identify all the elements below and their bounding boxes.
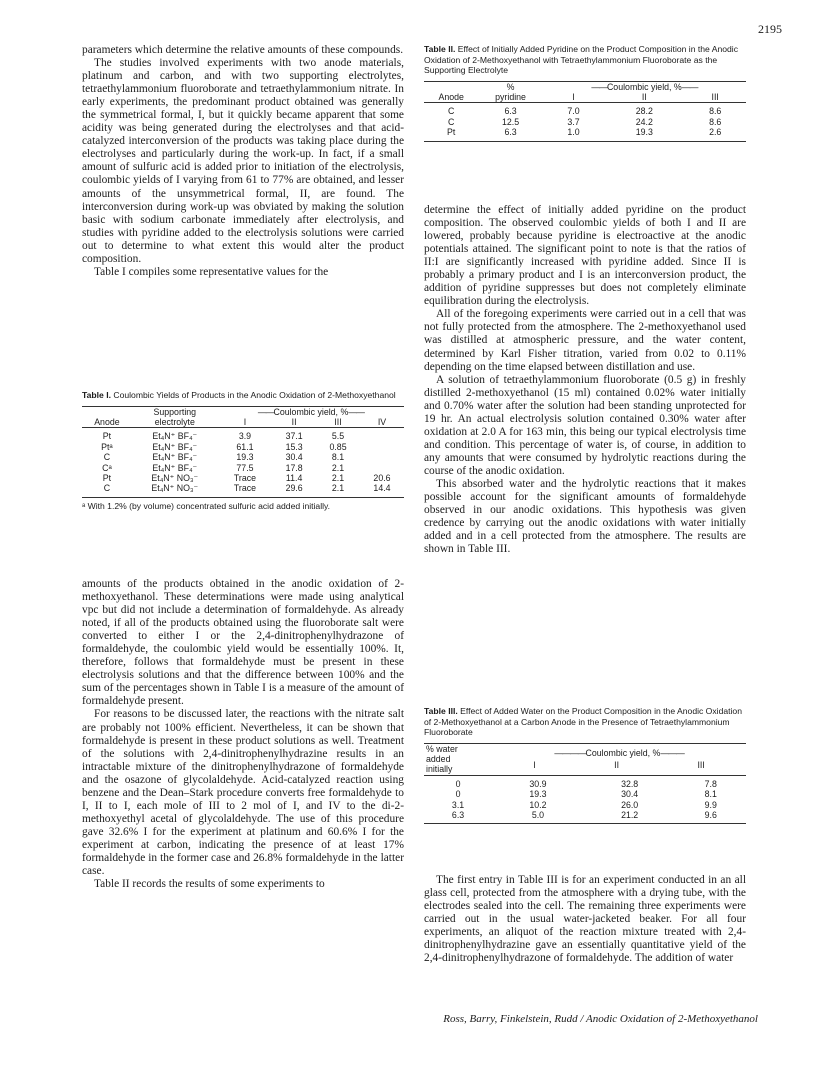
table-1-cell: Trace bbox=[233, 483, 257, 494]
table-3-cell: 0 bbox=[455, 778, 461, 789]
paragraph: For reasons to be discussed later, the reactions with the nitrate salt are probably not 100% efficient. Nevertheless, it can be shown that formaldehyde is present in these product solutions as well. Treatment of the solutions with 2,4-dinitrophenylhydrazine results in an intractable mixture of the dinitrophenylhydrazone of formaldehyde and the osazone of glycolaldehyde. Acid-catalyzed reaction using benzene and the Dean–Stark procedure converts free formaldehyde to I, II to I, each mole of III to 2 mol of I, and IV to the di-2-methoxyethyl acetal of glycolaldehyde. The use of this procedure gave 32.6% I for the experiment at platinum and 60.6% I for the experiment at carbon, indicating the presence of at least 17% formaldehyde in the former case and 26.8% formaldehyde in the latter case. bbox=[82, 708, 404, 878]
table-2-cell: 8.6 bbox=[709, 106, 722, 117]
table-3-cell: 19.3 bbox=[529, 789, 547, 800]
table-2-head-pyridine: pyridine bbox=[495, 91, 526, 102]
table-2-title: Effect of Initially Added Pyridine on the Product Composition in the Anodic Oxidation of 2-Methoxyethanol with Tetraethylammonium Fluoroborate as the Supporting Electrolyte bbox=[424, 44, 739, 75]
left-column-top bbox=[82, 44, 404, 279]
table-1-row bbox=[82, 442, 404, 452]
table-1-cell: Et₄N⁺ BF₄⁻ bbox=[152, 462, 198, 473]
table-3-title: Effect of Added Water on the Product Composition in the Anodic Oxidation of 2-Methoxyethanol at a Carbon Anode in the Presence of Tetraethylammonium Fluoroborate bbox=[424, 706, 742, 737]
table-2-cell: 28.2 bbox=[635, 106, 653, 117]
table-1-row bbox=[82, 463, 404, 473]
table-1-cell: Et₄N⁺ BF₄⁻ bbox=[152, 441, 198, 452]
table-2 bbox=[424, 81, 746, 142]
table-2-block bbox=[424, 44, 746, 142]
table-1-cell: C bbox=[103, 452, 111, 463]
table-3 bbox=[424, 743, 746, 825]
table-2-cell: 1.0 bbox=[567, 127, 580, 138]
table-3-cell: 9.9 bbox=[704, 799, 717, 810]
table-1-block bbox=[82, 390, 404, 511]
table-1-caption bbox=[82, 390, 404, 401]
table-1-head-col: III bbox=[334, 416, 342, 427]
table-2-cell: Pt bbox=[447, 127, 456, 138]
table-1-cell: 2.1 bbox=[331, 483, 345, 494]
paragraph: Table II records the results of some experiments to bbox=[94, 878, 325, 891]
table-1-cell bbox=[360, 428, 404, 442]
right-column-middle bbox=[424, 204, 746, 556]
table-1-head-supporting: Supporting bbox=[153, 406, 197, 417]
table-3-cell: 5.0 bbox=[531, 809, 545, 820]
running-footer: Ross, Barry, Finkelstein, Rudd / Anodic Oxidation of 2-Methoxyethanol bbox=[443, 1013, 758, 1025]
table-2-cell: 7.0 bbox=[567, 106, 580, 117]
table-3-cell: 6.3 bbox=[451, 809, 465, 820]
table-2-cell: 19.3 bbox=[635, 127, 653, 138]
table-1-cell: 30.4 bbox=[285, 452, 303, 463]
table-1-cell: Pt bbox=[102, 431, 112, 442]
table-3-cell: 8.1 bbox=[704, 789, 717, 800]
paragraph: Table I compiles some representative values for the bbox=[94, 265, 329, 278]
table-2-head-pct: % bbox=[506, 81, 515, 92]
table-2-head-anode: Anode bbox=[438, 91, 464, 102]
table-2-cell: 6.3 bbox=[504, 127, 517, 138]
table-2-cell: C bbox=[448, 106, 455, 117]
table-1-cell: Trace bbox=[233, 472, 257, 483]
table-3-head-col: II bbox=[614, 760, 620, 771]
table-1-cell: 5.5 bbox=[331, 431, 345, 442]
paragraph: determine the effect of initially added pyridine on the product composition. The observed coulombic yields of both I and II are lowered, probably because pyridine is electroactive at the anodic potentials attained. The significant point to note is that the ratios of II:I are significantly increased with pyridine added. Since II is probably a primary product and I is an interconversion product, the addition of pyridine suppresses but does not completely eliminate equilibration during the electrolysis. bbox=[424, 204, 746, 308]
table-1-cell: 20.6 bbox=[373, 472, 391, 483]
table-3-row bbox=[424, 800, 746, 810]
left-column-bottom bbox=[82, 578, 404, 891]
table-1-cell: Et₄N⁺ NO₃⁻ bbox=[151, 472, 199, 483]
table-1-cell: Et₄N⁺ NO₃⁻ bbox=[151, 483, 199, 494]
table-2-cell: 6.3 bbox=[504, 106, 517, 117]
right-column-bottom bbox=[424, 874, 746, 965]
table-1-title: Coulombic Yields of Products in the Anodic Oxidation of 2-Methoxyethanol bbox=[113, 390, 396, 400]
table-1-cell: 19.3 bbox=[236, 452, 254, 463]
table-1-cell: 3.9 bbox=[238, 431, 252, 442]
table-3-cell: 9.6 bbox=[704, 809, 717, 820]
paragraph: amounts of the products obtained in the anodic oxidation of 2-methoxyethanol. These determinations were made using analytical vpc but did not include a determination of formaldehyde. As already noted, if all of the products obtained using the fluoroborate salt were converted to either I or the 2,4-dinitrophenylhydrazone of formaldehyde, the coulombic yield would be essentially 100%. It, therefore, follows that formaldehyde must be present in these electrolysis solutions and that the difference between 100% and the sum of the percentages shown in Table I is a measure of the amount of formaldehyde present. bbox=[82, 578, 404, 708]
paragraph: The first entry in Table III is for an experiment conducted in an all glass cell, protected from the atmosphere with a drying tube, with the electrodes sealed into the cell. The remaining three experiments were carried out in the usual water-jacketed beaker. For all four experiments, an aliquot of the reaction mixture treated with 2,4-dinitrophenylhydrazine gave an essentially quantitative yield of the 2,4-dinitrophenylhydrazone of formaldehyde. The addition of water bbox=[424, 874, 746, 965]
table-3-head-water: % water added initially bbox=[426, 743, 458, 775]
paragraph: This absorbed water and the hydrolytic reactions that it makes possible account for the significant amounts of formaldehyde observed in our anodic oxidations. This hypothesis was given credence by carrying out the anodic oxidations with water initially added and in a cell protected from the atmosphere. The results are shown in Table III. bbox=[424, 477, 746, 556]
table-3-cell: 32.8 bbox=[621, 778, 639, 789]
table-3-block bbox=[424, 706, 746, 824]
table-1-label: Table I. bbox=[82, 390, 111, 400]
table-3-row bbox=[424, 810, 746, 824]
table-1-cell: 0.85 bbox=[329, 441, 347, 452]
table-3-cell: 21.2 bbox=[621, 809, 639, 820]
table-2-head-col: III bbox=[711, 91, 719, 102]
table-1-cell: 17.8 bbox=[285, 462, 303, 473]
table-1-cell: 37.1 bbox=[285, 431, 303, 442]
table-1-head-span: ——Coulombic yield, %—— bbox=[257, 406, 364, 417]
table-3-cell: 26.0 bbox=[621, 799, 639, 810]
table-2-cell: C bbox=[448, 116, 455, 127]
table-1-head-col: II bbox=[291, 416, 297, 427]
table-1-head-col: IV bbox=[377, 416, 387, 427]
paragraph: A solution of tetraethylammonium fluoroborate (0.5 g) in freshly distilled 2-methoxyethanol (15 ml) contained 0.02% water initially and 0.70% water after the solution had been standing unprotected for 19 hr. An actual electrolysis solution contained 0.30% water after oxidation at 2.0 A for 163 min, this being our typical electrolysis time and condition. This percentage of water is, of course, in addition to any amounts that were consumed by hydrolytic reactions during the course of the anodic oxidation. bbox=[424, 373, 746, 477]
table-3-cell: 30.9 bbox=[529, 778, 547, 789]
table-1 bbox=[82, 406, 404, 498]
page-number: 2195 bbox=[758, 22, 782, 36]
paragraph: parameters which determine the relative amounts of these compounds. bbox=[82, 44, 404, 56]
table-1-cell: 77.5 bbox=[236, 462, 254, 473]
table-1-cell: C bbox=[103, 483, 111, 494]
table-2-row bbox=[424, 117, 746, 127]
table-2-cell: 2.6 bbox=[709, 127, 722, 138]
table-2-head-col: I bbox=[572, 91, 575, 102]
table-2-row bbox=[424, 127, 746, 141]
table-1-head-col: I bbox=[243, 416, 247, 427]
table-1-cell: 14.4 bbox=[373, 483, 391, 494]
table-1-cell bbox=[360, 452, 404, 462]
table-1-cell: Cᵃ bbox=[102, 462, 112, 473]
table-1-row bbox=[82, 428, 404, 442]
table-1-footnote: ᵃ With 1.2% (by volume) concentrated sulfuric acid added initially. bbox=[82, 500, 331, 511]
table-1-cell bbox=[360, 442, 404, 452]
table-1-cell: 61.1 bbox=[236, 441, 254, 452]
table-1-head-anode: Anode bbox=[94, 416, 120, 427]
table-1-cell: Ptᵃ bbox=[101, 441, 113, 452]
table-2-caption bbox=[424, 44, 746, 76]
table-2-label: Table II. bbox=[424, 44, 456, 54]
table-2-head-col: II bbox=[641, 91, 647, 102]
table-1-cell: 2.1 bbox=[331, 462, 345, 473]
table-1-cell bbox=[360, 463, 404, 473]
paragraph: The studies involved experiments with two anode materials, platinum and carbon, and with two supporting electrolytes, tetraethylammonium fluoroborate and tetraethylammonium nitrate. In early experiments, the predominant product obtained was generally the symmetrical formal, I, but it quickly became apparent that some acidity was being generated during the electrolyses and that acid-catalyzed interconversion of the products was taking place during the electrolyses and particularly during the work-up. In fact, if a small amount of sulfuric acid is added prior to initiation of the electrolysis, coulombic yields of I varying from 61 to 77% are obtained, and lesser amounts of the unsymmetrical formal, II, are found. The interconversion during work-up was obviated by making the solution basic with sodium carbonate immediately after electrolysis, and studies with pyridine added to the electrolysis solutions were carried out to determine to what extent this would alter the product composition. bbox=[82, 57, 404, 265]
table-2-cell: 3.7 bbox=[567, 116, 580, 127]
table-2-head-span: ——Coulombic yield, %—— bbox=[591, 81, 698, 92]
table-3-row bbox=[424, 789, 746, 799]
table-3-head-col: III bbox=[697, 760, 705, 771]
table-2-cell: 12.5 bbox=[501, 116, 520, 127]
table-3-label: Table III. bbox=[424, 706, 458, 716]
table-2-cell: 8.6 bbox=[709, 116, 722, 127]
table-3-cell: 3.1 bbox=[451, 799, 465, 810]
table-1-row bbox=[82, 473, 404, 483]
table-1-head-electrolyte: electrolyte bbox=[154, 416, 195, 427]
table-1-cell: Et₄N⁺ BF₄⁻ bbox=[152, 452, 198, 463]
table-1-row bbox=[82, 483, 404, 497]
table-1-cell: Et₄N⁺ BF₄⁻ bbox=[152, 431, 198, 442]
table-2-row bbox=[424, 103, 746, 117]
table-1-cell: 29.6 bbox=[285, 483, 303, 494]
table-3-head-col: I bbox=[533, 760, 536, 771]
table-3-cell: 7.8 bbox=[704, 778, 717, 789]
table-3-cell: 0 bbox=[455, 789, 461, 800]
table-1-cell: 11.4 bbox=[285, 472, 303, 483]
table-3-cell: 30.4 bbox=[621, 789, 639, 800]
table-3-cell: 10.2 bbox=[529, 799, 547, 810]
table-1-cell: 15.3 bbox=[285, 441, 303, 452]
table-3-row bbox=[424, 775, 746, 789]
paragraph: All of the foregoing experiments were carried out in a cell that was not fully protected from the atmosphere. The 2-methoxyethanol used was distilled at atmospheric pressure, and the water content, determined by Karl Fisher titration, varied from 0.02 to 0.11% depending on the time elapsed between distillation and use. bbox=[424, 308, 746, 373]
table-1-cell: 2.1 bbox=[331, 472, 345, 483]
table-3-caption bbox=[424, 706, 746, 738]
table-1-row bbox=[82, 452, 404, 462]
table-1-cell: 8.1 bbox=[331, 452, 345, 463]
table-3-head-span: ————Coulombic yield, %——— I II III bbox=[533, 747, 705, 771]
table-2-cell: 24.2 bbox=[635, 116, 653, 127]
table-1-cell: Pt bbox=[102, 472, 112, 483]
